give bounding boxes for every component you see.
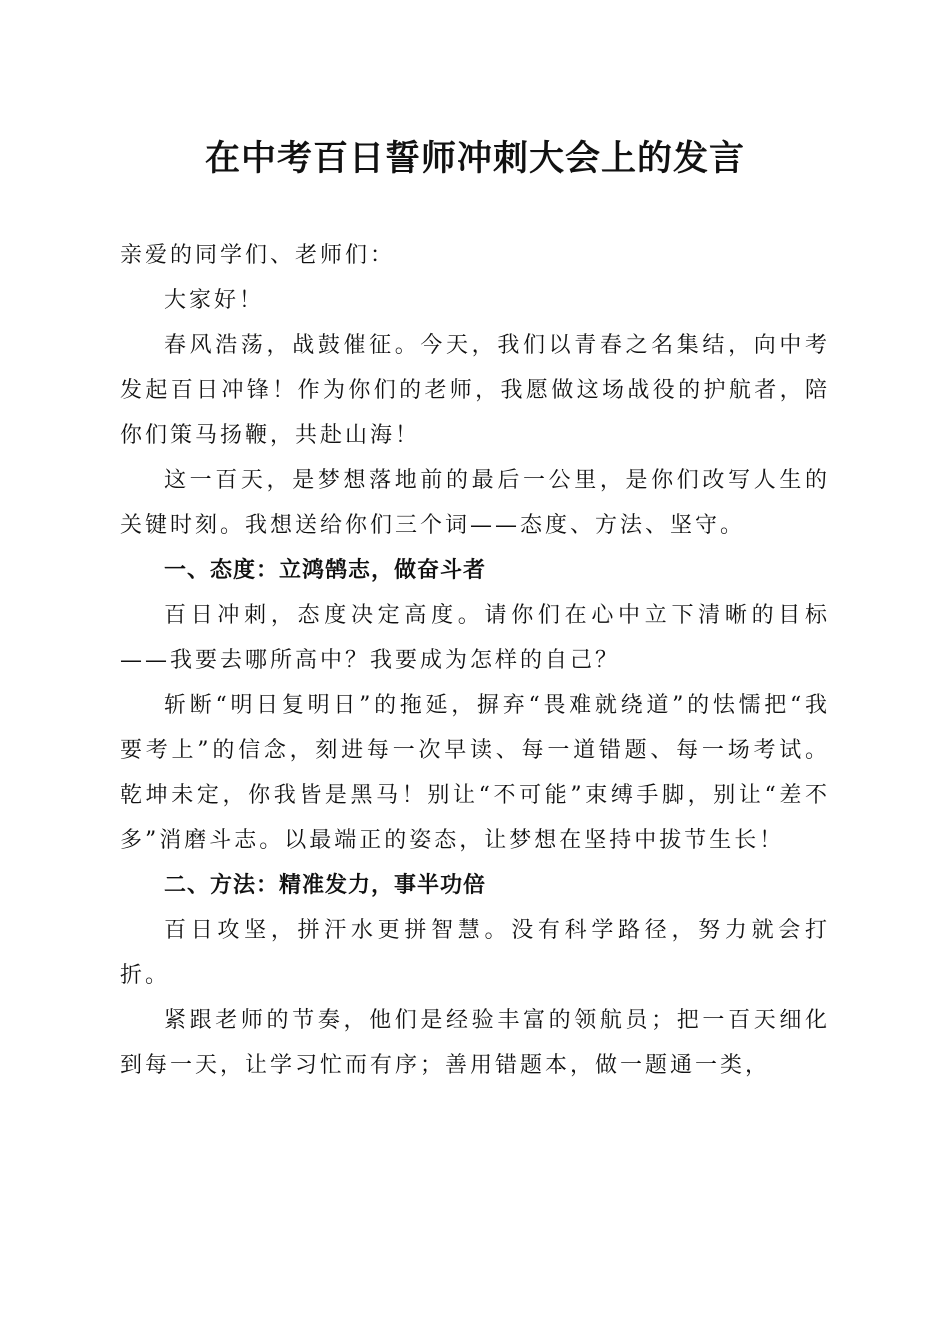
- section-heading-attitude: 一、态度：立鸿鹄志，做奋斗者: [164, 558, 487, 583]
- paragraph: 斩断“明日复明日”的拖延，摒弃“畏难就绕道”的怯懦把“我要考上”的信念，刻进每一次早读、每一道错题、每一场考试。乾坤未定，你我皆是黑马！别让“不可能”束缚手脚，别让“差不多”消磨斗志。以最端正的姿态，让梦想在坚持中拔节生长！: [120, 693, 830, 853]
- paragraph: 春风浩荡，战鼓催征。今天，我们以青春之名集结，向中考发起百日冲锋！作为你们的老师，我愿做这场战役的护航者，陪你们策马扬鞭，共赴山海！: [120, 333, 830, 448]
- paragraph: 紧跟老师的节奏，他们是经验丰富的领航员；把一百天细化到每一天，让学习忙而有序；善用错题本，做一题通一类，: [120, 1008, 830, 1078]
- paragraph: 这一百天，是梦想落地前的最后一公里，是你们改写人生的关键时刻。我想送给你们三个词——态度、方法、坚守。: [120, 468, 830, 538]
- paragraph: 百日攻坚，拼汗水更拼智慧。没有科学路径，努力就会打折。: [120, 918, 830, 988]
- section-heading-method: 二、方法：精准发力，事半功倍: [164, 873, 487, 898]
- paragraph: 百日冲刺，态度决定高度。请你们在心中立下清晰的目标——我要去哪所高中？我要成为怎样的自己？: [120, 603, 830, 673]
- greeting: 大家好！: [164, 288, 265, 313]
- document-title: 在中考百日誓师冲刺大会上的发言: [204, 138, 745, 179]
- document-body: [120, 233, 830, 1088]
- salutation: 亲爱的同学们、老师们：: [120, 243, 396, 268]
